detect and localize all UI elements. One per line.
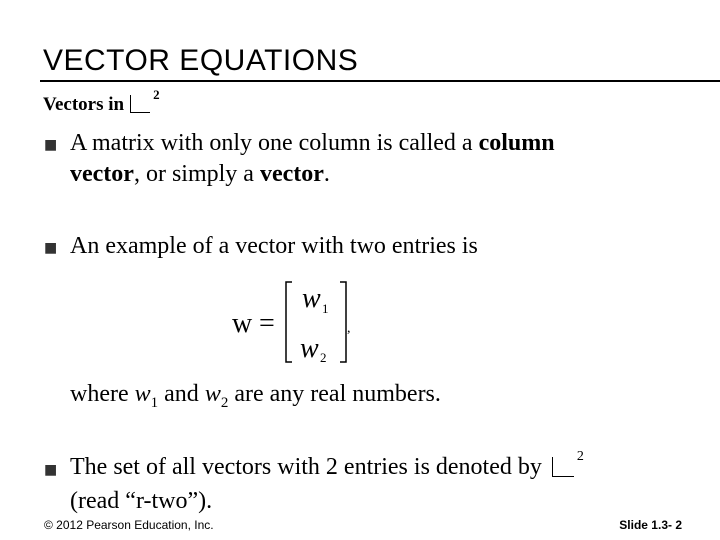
bullet-1-bold-vector: vector [70, 161, 134, 187]
entry-2-sub: 2 [320, 350, 327, 365]
where-line [70, 381, 441, 412]
where-suffix: are any real numbers. [228, 381, 441, 407]
where-var-1: w [134, 381, 151, 407]
subtitle [43, 87, 160, 116]
vector-equation [230, 280, 360, 370]
equation-trail: , [347, 321, 351, 336]
where-mid: and [158, 381, 205, 407]
equation-lhs: w [232, 308, 253, 339]
left-bracket [286, 282, 292, 362]
bullet-3 [70, 449, 690, 517]
bullet-marker: ■ [44, 462, 58, 478]
r-symbol-icon [130, 95, 150, 113]
entry-1-var: w [302, 283, 321, 314]
bullet-3-exponent: 2 [576, 449, 584, 464]
bullet-3-text-a: The set of all vectors with 2 entries is denoted by [70, 454, 542, 480]
bullet-1-text-c: . [323, 161, 330, 187]
where-sub-1: 1 [150, 394, 159, 411]
where-sub-2: 2 [220, 394, 229, 411]
bullet-2: An example of a vector with two entries is [70, 233, 478, 259]
title-underline [40, 80, 720, 82]
footer-slide-number: Slide 1.3- 2 [619, 518, 682, 532]
entry-2-var: w [300, 333, 319, 364]
bullet-1-text-b: , or simply a [133, 161, 260, 187]
bullet-1-bold-vector-2: vector [259, 161, 324, 187]
right-bracket [340, 282, 346, 362]
bullet-1 [70, 128, 690, 190]
r-symbol-icon [552, 457, 574, 477]
slide-title: VECTOR EQUATIONS [43, 44, 359, 77]
where-var-2: w [204, 381, 221, 407]
subtitle-text: Vectors in [43, 94, 125, 115]
bullet-marker: ■ [44, 137, 58, 153]
bullet-1-bold-column: column [478, 130, 555, 156]
equation-equals: = [259, 308, 275, 339]
footer-copyright: © 2012 Pearson Education, Inc. [44, 518, 214, 532]
bullet-1-text-a: A matrix with only one column is called a [70, 130, 479, 156]
entry-1-sub: 1 [322, 301, 329, 316]
subtitle-exponent: 2 [153, 87, 160, 102]
bullet-marker: ■ [44, 240, 58, 256]
where-prefix: where [70, 381, 135, 407]
bullet-3-text-b: (read “r-two”). [70, 488, 213, 514]
